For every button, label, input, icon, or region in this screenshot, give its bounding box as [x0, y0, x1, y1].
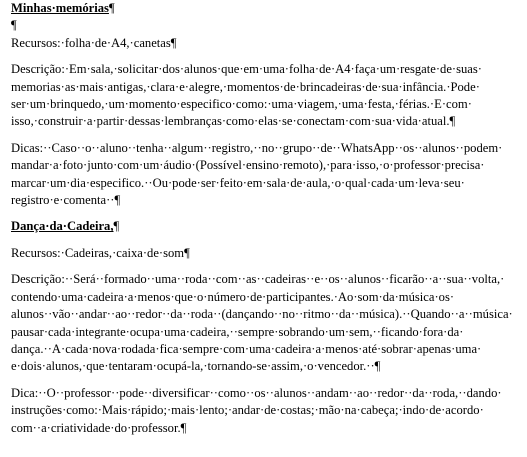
section-title-danca-da-cadeira — [11, 218, 521, 235]
tip-paragraph: Dica:··O··professor··pode··diversificar··como··os··alunos··andam··ao··redor··da··roda,··dando· instruções·como:·Mais·rápido;·mais·lento;·andar·de·costas;·mão·na·cabeça;·indo·de·acordo· com··a·criatividade·do·professor.¶ — [11, 385, 502, 435]
tips-paragraph: Dicas:··Caso··o··aluno··tenha··algum··registro,··no··grupo··de··WhatsApp··os··alunos··podem· mandar·a·foto·junto·com·um·áudio·(Possível·ensino·remoto),·para·isso,·o·professor·precisa· marcar·um·dia·especifico.··Ou·pode·ser·feito·em·sala·de·aula,·o·qual·cada·um·leva·seu· registro·e·comenta··¶ — [11, 140, 503, 208]
resources-line: Recursos:·folha·de·A4,·canetas¶ — [11, 35, 177, 50]
paragraph-gap — [11, 52, 521, 61]
description-paragraph: Descrição:·Em·sala,·solicitar·dos·alunos·que·em·uma·folha·de·A4·faça·um·resgate·de·suas· memorias·as·mais·antigas,·clara·e·alegre,·momentos·de·brincadeiras·de·sua·infância.·Pode· ser·um·brinquedo,·um·momento·especifico·como:·uma·viagem,·uma·festa,·férias.·E·com· isso,·construir·a·partir·dessas·lembranças·como·elas·se·conectam·com·sua·vida·atual.¶ — [11, 62, 482, 129]
paragraph-gap — [11, 131, 521, 140]
pilcrow-mark: ¶ — [108, 1, 115, 15]
section-title-text: Dança·da·Cadeira, — [11, 219, 114, 234]
paragraph-gap — [11, 376, 521, 385]
section-title-minhas-memorias — [11, 0, 521, 17]
paragraph-gap — [11, 262, 521, 271]
paragraph-gap — [11, 236, 521, 245]
section-title-text: Minhas·memórias — [11, 1, 109, 15]
pilcrow-mark: ¶ — [113, 219, 120, 234]
resources-line: Recursos:·Cadeiras,·caixa·de·som¶ — [11, 245, 190, 260]
description-paragraph: Descrição:··Será··formado··uma··roda··com··as··cadeiras··e··os··alunos··ficarão··a··sua··volta,· contendo·uma·cadeira·a·menos·que·o·número·de·participantes.·Ao·som·da·música·os· alunos··vão··andar··ao··redor··da··roda··(dançando··no··ritmo··da··música).··Quando··a··música· pausar·cada·integrante·ocupa·uma·cadeira,··sempre·sobrando·um·sem,··ficando·fora·da· dança.··A·cada·nova·rodada·fica·sempre·com·uma·cadeira·a·menos·até·sobrar·apenas·uma· e·dois·alunos,·que·tentaram·ocupá-la,·tornando-se·assim,·o·vencedor.··¶ — [11, 272, 513, 374]
empty-paragraph: ¶ — [11, 18, 17, 33]
paragraph-gap — [11, 209, 521, 218]
